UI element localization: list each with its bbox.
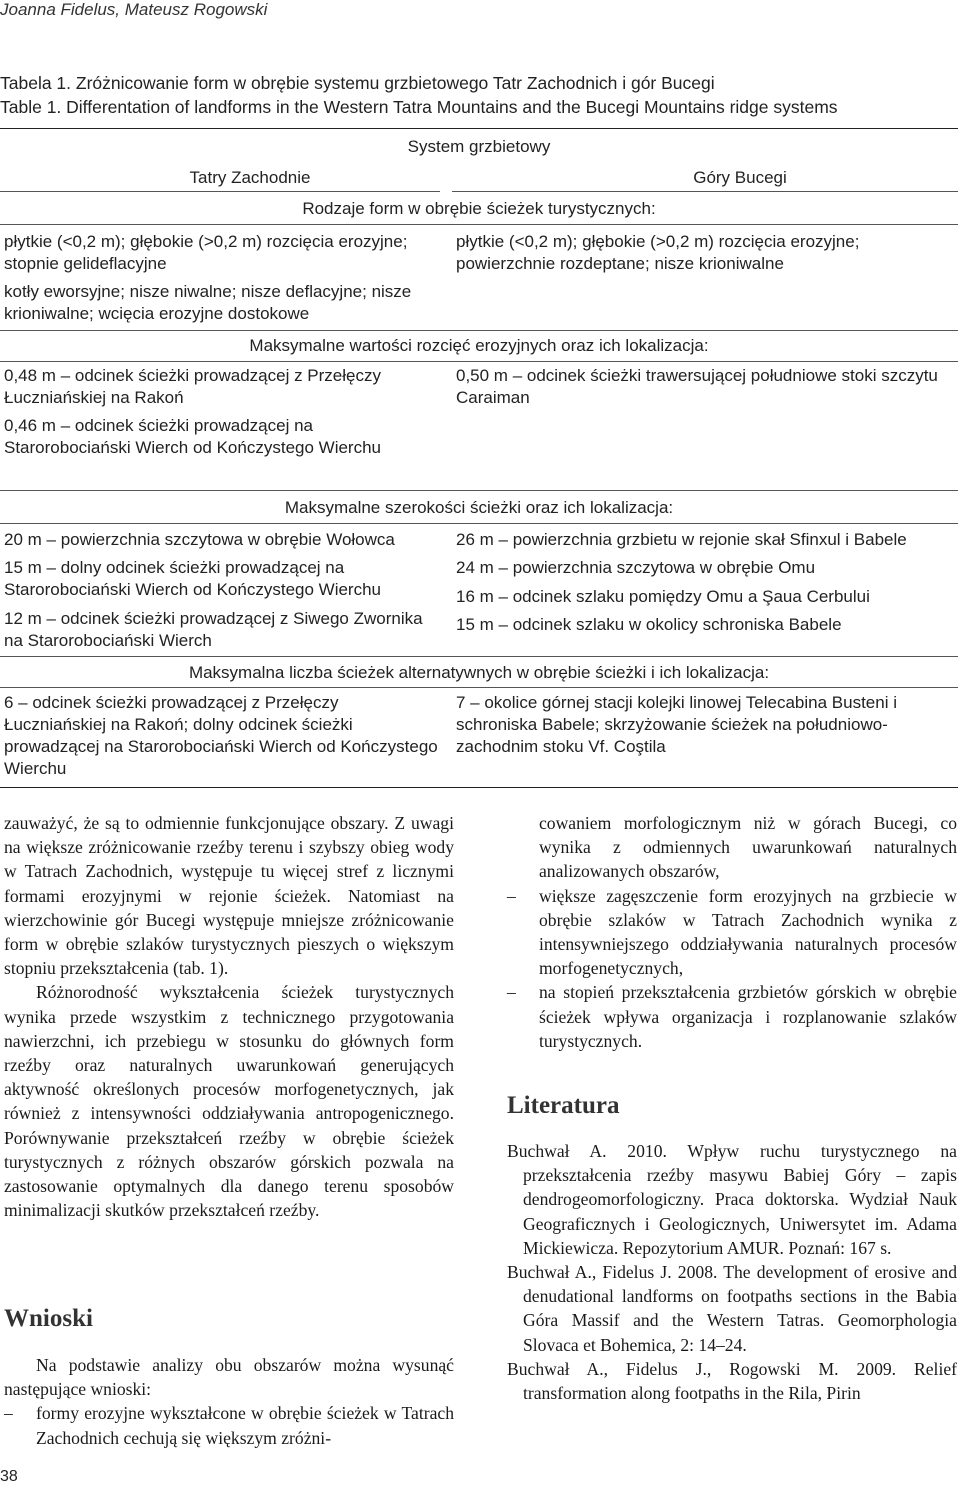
cell-alt-bucegi-1: 7 – okolice górnej stacji kolejki linowej Telecabina Busteni i schroniska Babele; skrzyżowanie ścieżek na południowo-zachodnim stoku Vf. Coştila [456,693,897,756]
col-header-tatry: Tatry Zachodnie [189,168,311,187]
body-paragraph: zauważyć, że są to odmiennie funkcjonujące obszary. Z uwagi na większe zróżnicowanie rzeźby terenu i szybszy obieg wody w Tatrach Zachodnich, występuje tu więcej stref z licznymi formami erozyjnymi w rejonie ścieżek. Natomiast na wierzchowinie gór Bucegi występuje mniejsze zróżnicowanie form w obrębie szlaków turystycznych pieszych o większym stopniu przekształcenia (tab. 1). [4,813,454,979]
row-rule [0,330,958,331]
conclusion-item: – większe zagęszczenie form erozyjnych na grzbiecie w obrębie szlaków w Tatrach Zachodnich wynika z intensywniejszego oddziaływania naturalnych procesów morfogenetycznych, [507,884,957,981]
cell-forms-tatry-2: kotły eworsyjne; nisze niwalne; nisze deflacyjne; nisze krioniwalne; wcięcia erozyjne dostokowe [4,282,412,323]
cell-erosion-tatry-2: 0,46 m – odcinek ścieżki prowadzącej na Starorobociański Wierch od Kończystego Wierchu [4,416,381,457]
row-rule [0,523,958,524]
cell-width-tatry-2: 15 m – dolny odcinek ścieżki prowadzącej na Starorobociański Wierch od Kończystego Wierchu [4,558,381,599]
cell-width-bucegi-2: 24 m – powierzchnia szczytowa w obrębie Omu [456,558,816,577]
section-heading-wnioski: Wnioski [4,1305,93,1332]
row-rule [0,361,958,362]
table-caption-pl: Tabela 1. Zróżnicowanie form w obrębie systemu grzbietowego Tatr Zachodnich i gór Bucegi [0,73,715,93]
cell-width-tatry-3: 12 m – odcinek ścieżki prowadzącej z Siwego Zwornika na Starorobociański Wierch [4,609,423,650]
row-rule [0,490,958,491]
conclusions-block [4,1353,454,1450]
cell-forms-bucegi-1: płytkie (<0,2 m); głębokie (>0,2 m) rozcięcia erozyjne; powierzchnie rozdeptane; nisze krioniwalne [456,232,860,273]
body-paragraph: Różnorodność wykształcenia ścieżek turystycznych wynika przede wszystkim z technicznego przygotowania nawierzchni, ich przebiegu w stosunku do głównych form rzeźby oraz naturalnych uwarunkowań generujących aktywność określonych procesów morfogenetycznych, jak również z intensywności oddziaływania antropogenicznego. Porównywanie przekształceń rzeźby w obrębie ścieżek turystycznych z różnych obszarów górskich pozwala na zastosowanie optymalnych dla danego terenu sposobów minimalizacji skutków przekształceń rzeźby. [4,982,454,1221]
section-header-alternative: Maksymalna liczba ścieżek alternatywnych w obrębie ścieżki i ich lokalizacja: [188,663,770,682]
left-column [4,811,454,1222]
system-header: System grzbietowy [407,137,551,156]
reference-list [507,1139,957,1405]
col-header-bucegi: Góry Bucegi [693,168,787,187]
reference-item: Buchwał A., Fidelus J., Rogowski M. 2009. Relief transformation along footpaths in the Rila, Pirin [507,1358,957,1404]
reference-item: Buchwał A. 2010. Wpływ ruchu turystycznego na przekształcenia rzeźby masywu Babiej Góry – zapis dendrogeomorfologiczny. Praca doktorska. Wydział Nauk Geograficznych i Geologicznych, Uniwersytet im. Adama Mickiewicza. Repozytorium AMUR. Poznań: 167 s. [507,1141,957,1258]
conclusion-item: – na stopień przekształcenia grzbietów górskich w obrębie ścieżek wpływa organizacja i rozplanowanie szlaków turystycznych. [507,980,957,1053]
cell-width-bucegi-3: 16 m – odcinek szlaku pomiędzy Omu a Şaua Cerbului [456,587,870,606]
cell-width-bucegi-4: 15 m – odcinek szlaku w okolicy schroniska Babele [456,615,842,634]
cell-forms-tatry-1: płytkie (<0,2 m); głębokie (>0,2 m) rozcięcia erozyjne; stopnie gelideflacyjne [4,232,408,273]
col-rule-right [452,191,958,192]
cell-alt-tatry-1: 6 – odcinek ścieżki prowadzącej z Przełęczy Łuczniańskiej na Rakoń; dolny odcinek ścieżki prowadzącej na Starorobociański Wierch od Kończystego Wierchu [4,693,438,778]
section-heading-literatura: Literatura [507,1092,620,1119]
reference-item: Buchwał A., Fidelus J. 2008. The development of erosive and denudational landforms on footpaths sections in the Babia Góra Massif and the Western Tatras. Geomorphologia Slovaca et Bohemica, 2: 14–24. [507,1262,957,1355]
table-top-rule [0,128,958,129]
col-rule-left [0,191,440,192]
conclusion-continuation: cowaniem morfologicznym niż w górach Bucegi, co wynika z odmiennych uwarunkowań naturalnych analizowanych obszarów, [539,813,957,882]
conclusions-intro: Na podstawie analizy obu obszarów można wysunąć następujące wnioski: [4,1355,454,1400]
cell-erosion-bucegi-1: 0,50 m – odcinek ścieżki trawersującej południowe stoki szczytu Caraiman [456,366,938,407]
section-header-erosion: Maksymalne wartości rozcięć erozyjnych oraz ich lokalizacja: [249,336,709,355]
table-caption-en: Table 1. Differentation of landforms in the Western Tatra Mountains and the Bucegi Mountains ridge systems [0,97,838,117]
section-header-width: Maksymalne szerokości ścieżki oraz ich lokalizacja: [284,498,674,517]
section-header-forms: Rodzaje form w obrębie ścieżek turystycznych: [302,199,656,218]
right-column [507,811,957,1053]
cell-width-bucegi-1: 26 m – powierzchnia grzbietu w rejonie skał Sfinxul i Babele [456,530,907,549]
running-head: Joanna Fidelus, Mateusz Rogowski [0,0,268,19]
row-rule [0,656,958,657]
conclusion-item: – formy erozyjne wykształcone w obrębie ścieżek w Tatrach Zachodnich cechują się większym zróżni- [4,1401,454,1449]
cell-erosion-tatry-1: 0,48 m – odcinek ścieżki prowadzącej z Przełęczy Łuczniańskiej na Rakoń [4,366,381,407]
row-rule [0,224,958,225]
page-number: 38 [0,1468,18,1485]
cell-width-tatry-1: 20 m – powierzchnia szczytowa w obrębie Wołowca [4,530,395,549]
table-bottom-rule [0,787,958,788]
row-rule [0,687,958,688]
